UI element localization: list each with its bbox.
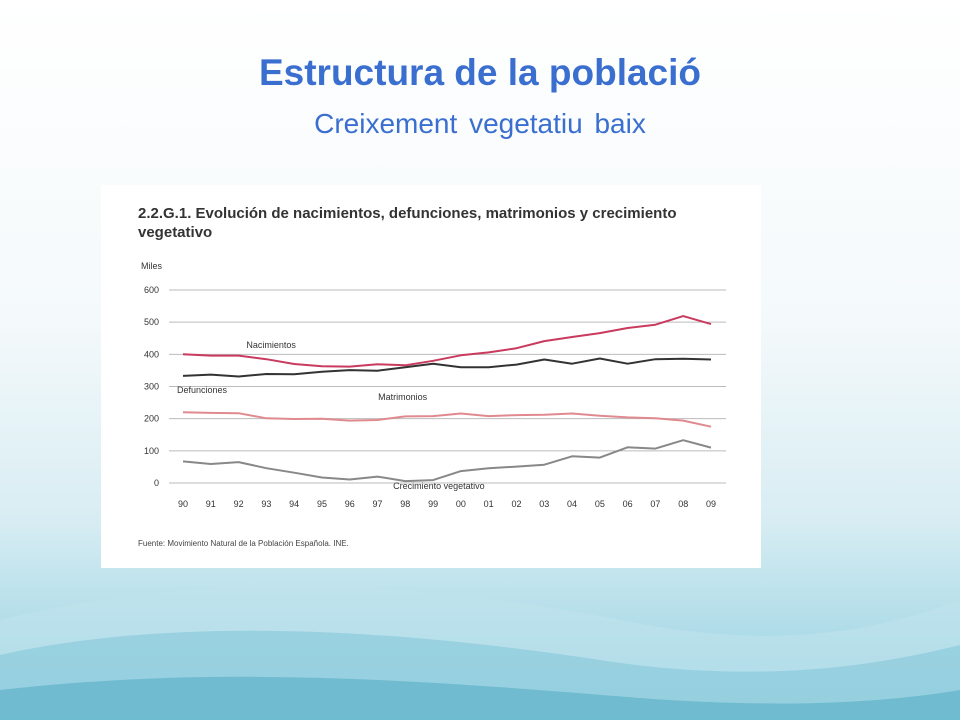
x-tick-label: 00 <box>455 499 466 509</box>
series-label: Matrimonios <box>378 392 428 403</box>
y-tick-label: 500 <box>143 317 159 328</box>
x-tick-label: 90 <box>177 499 189 509</box>
x-tick-label: 06 <box>622 499 633 509</box>
y-tick-label: 0 <box>153 478 159 488</box>
chart-source: Fuente: Movimiento Natural de la Población Española. INE. <box>138 539 349 548</box>
x-tick-label: 05 <box>594 499 605 509</box>
x-tick-label: 98 <box>400 499 411 509</box>
x-tick-label: 03 <box>539 499 550 509</box>
series-line-matrimonios <box>183 412 711 427</box>
series-line-defunciones <box>183 359 711 377</box>
x-tick-label: 96 <box>344 499 355 509</box>
x-tick-label: 91 <box>205 499 216 509</box>
series-label: Nacimientos <box>246 340 296 351</box>
x-tick-label: 94 <box>289 499 300 509</box>
x-tick-label: 99 <box>428 499 439 509</box>
y-tick-label: 200 <box>143 413 159 424</box>
x-tick-label: 92 <box>233 499 244 509</box>
series-line-crecimiento-vegetativo <box>183 440 711 481</box>
x-tick-label: 95 <box>316 499 327 509</box>
series-label: Defunciones <box>177 384 228 395</box>
x-tick-label: 02 <box>511 499 522 509</box>
x-tick-label: 04 <box>567 499 578 509</box>
background-wave <box>0 560 960 720</box>
x-tick-label: 08 <box>678 499 689 509</box>
series-label: Crecimiento vegetativo <box>393 481 485 492</box>
x-tick-label: 01 <box>483 499 494 509</box>
y-tick-label: 100 <box>143 445 159 456</box>
chart-figure <box>101 185 761 568</box>
slide-subtitle: Creixement vegetatiu baix <box>314 108 646 139</box>
y-tick-label: 600 <box>143 285 159 295</box>
y-tick-label: 300 <box>143 381 159 392</box>
slide-title: Estructura de la població <box>258 52 702 93</box>
x-tick-label: 93 <box>261 499 272 509</box>
x-tick-label: 09 <box>705 499 717 509</box>
y-axis-label: Miles <box>141 261 163 271</box>
y-tick-label: 400 <box>143 349 159 360</box>
x-tick-label: 97 <box>372 499 383 509</box>
x-tick-label: 07 <box>650 499 661 509</box>
line-chart <box>101 185 761 568</box>
chart-title: 2.2.G.1. Evolución de nacimientos, defunciones, matrimonios y crecimiento vegetativo <box>138 205 677 241</box>
